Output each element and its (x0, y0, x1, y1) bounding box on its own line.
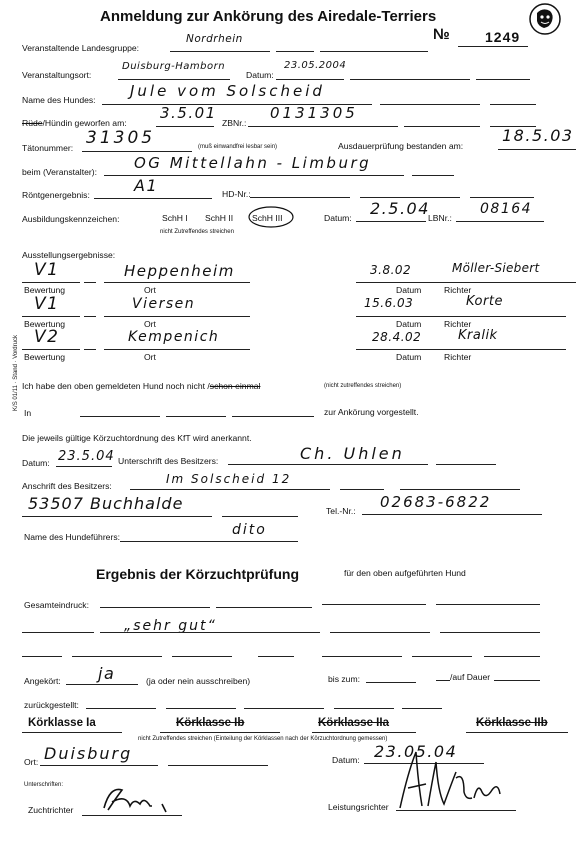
zb-value[interactable]: 0131305 (270, 104, 358, 122)
owner-signature[interactable]: Ch. Uhlen (300, 444, 405, 463)
handler-value[interactable]: dito (232, 522, 267, 538)
deferred-label: zurückgestellt: (24, 700, 79, 710)
tel-value[interactable]: 02683-6822 (380, 493, 492, 511)
organizer-label: beim (Veranstalter): (22, 167, 97, 177)
decl-date-label: Datum: (22, 458, 50, 468)
margin-note: K/S 01/11 · Stand · Vordruck (12, 335, 19, 411)
tattoo-label: Tätonummer: (22, 143, 74, 153)
until-label: bis zum: (328, 674, 360, 684)
in-label: In (24, 408, 32, 418)
lb-label: LBNr.: (428, 213, 452, 223)
schh3-circle (248, 205, 296, 229)
place-value[interactable]: Duisburg (44, 744, 133, 763)
tattoo-value[interactable]: 31305 (86, 128, 156, 148)
breeding-judge-signature[interactable] (100, 780, 180, 820)
col-rating-3: Bewertung (24, 352, 66, 362)
show-row-2-rating[interactable]: V1 (34, 294, 60, 314)
result-date-label: Datum: (332, 755, 360, 765)
show-row-2-judge[interactable]: Korte (466, 294, 503, 309)
result-heading-note: für den oben aufgeführten Hund (344, 568, 466, 578)
signatures-label: Unterschriften: (24, 782, 64, 788)
form-number: 1249 (485, 29, 521, 45)
col-date-3: Datum (396, 352, 422, 362)
col-date-1: Datum (396, 285, 422, 295)
address-label: Anschrift des Besitzers: (22, 481, 112, 491)
class-1b[interactable]: Körklasse Ib (176, 717, 245, 729)
schh3-option[interactable]: SchH III (252, 213, 283, 223)
performance-judge-signature[interactable] (394, 742, 506, 816)
address-city[interactable]: 53507 Buchhalde (28, 494, 184, 513)
born-label: Rüde/Hündin geworfen am: (22, 118, 127, 128)
lifetime-label: /auf Dauer (450, 672, 491, 682)
organizer-value[interactable]: OG Mittellahn - Limburg (134, 154, 372, 172)
approved-value[interactable]: ja (98, 664, 116, 683)
lb-value[interactable]: 08164 (480, 201, 533, 217)
born-value[interactable]: 3.5.01 (160, 104, 217, 122)
show-row-1-place[interactable]: Heppenheim (124, 262, 235, 280)
declaration-line: Ich habe den oben gemeldeten Hund noch nicht /schon einmal (22, 381, 261, 391)
col-rating-1: Bewertung (24, 285, 66, 295)
group-label: Veranstaltende Landesgruppe: (22, 43, 140, 53)
address-street[interactable]: Im Solscheid 12 (166, 472, 292, 486)
xray-value[interactable]: A1 (134, 176, 159, 195)
col-rating-2: Bewertung (24, 319, 66, 329)
show-row-3-judge[interactable]: Kralik (458, 328, 498, 343)
dog-name-value[interactable]: Jule vom Solscheid (130, 82, 325, 100)
approved-label: Angekört: (24, 676, 61, 686)
approved-note: (ja oder nein ausschreiben) (146, 676, 251, 686)
venue-date-value[interactable]: 23.05.2004 (284, 60, 347, 71)
dog-name-label: Name des Hundes: (22, 95, 96, 105)
number-label: № (433, 26, 450, 43)
overall-label: Gesamteindruck: (24, 600, 89, 610)
place-label: Ort: (24, 757, 39, 767)
show-row-2-date[interactable]: 15.6.03 (364, 296, 414, 310)
show-row-3-rating[interactable]: V2 (34, 327, 60, 347)
col-place-3: Ort (144, 352, 156, 362)
rules-text: Die jeweils gültige Körzuchtordnung des KfT wird anerkannt. (22, 433, 252, 443)
show-row-3-date[interactable]: 28.4.02 (372, 330, 422, 344)
result-heading: Ergebnis der Körzuchtprüfung (96, 566, 299, 582)
class-1a[interactable]: Körklasse Ia (28, 717, 96, 729)
training-date-value[interactable]: 2.5.04 (370, 199, 430, 218)
schh2-option[interactable]: SchH II (205, 213, 234, 223)
tel-label: Tel.-Nr.: (326, 506, 356, 516)
training-date-label: Datum: (324, 213, 352, 223)
club-logo (528, 2, 562, 36)
declaration-note: (nicht zutreffendes streichen) (324, 383, 402, 389)
result-date-value[interactable]: 23.05.04 (374, 742, 458, 761)
shows-heading: Ausstellungsergebnisse: (22, 250, 116, 260)
zb-label: ZBNr.: (222, 118, 247, 128)
show-row-2-place[interactable]: Viersen (132, 296, 196, 312)
class-2b[interactable]: Körklasse IIb (476, 717, 548, 729)
venue-date-label: Datum: (246, 70, 274, 80)
training-note: nicht Zutreffendes streichen (160, 229, 234, 235)
venue-label: Veranstaltungsort: (22, 70, 92, 80)
show-row-1-rating[interactable]: V1 (34, 260, 60, 280)
hd-label: HD-Nr.: (222, 189, 251, 199)
training-label: Ausbildungskennzeichen: (22, 214, 120, 224)
col-judge-3: Richter (444, 352, 472, 362)
xray-label: Röntgenergebnis: (22, 190, 90, 200)
overall-value[interactable]: „sehr gut“ (124, 618, 217, 634)
handler-label: Name des Hundeführers: (24, 532, 121, 542)
presented-text: zur Ankörung vorgestellt. (324, 407, 419, 417)
venue-value[interactable]: Duisburg-Hamborn (122, 61, 226, 72)
endurance-value[interactable]: 18.5.03 (502, 126, 574, 145)
breeding-judge-label: Zuchtrichter (28, 805, 74, 815)
col-judge-1: Richter (444, 285, 472, 295)
class-2a[interactable]: Körklasse IIa (318, 717, 389, 729)
decl-date-value[interactable]: 23.5.04 (58, 449, 115, 464)
endurance-label: Ausdauerprüfung bestanden am: (338, 141, 464, 151)
col-date-2: Datum (396, 319, 422, 329)
form-title: Anmeldung zur Ankörung des Airedale-Terriers (100, 8, 437, 25)
owner-signature-label: Unterschrift des Besitzers: (118, 456, 219, 466)
performance-judge-label: Leistungsrichter (328, 802, 389, 812)
schh1-option[interactable]: SchH I (162, 213, 188, 223)
col-place-1: Ort (144, 285, 156, 295)
col-judge-2: Richter (444, 319, 472, 329)
show-row-1-judge[interactable]: Möller-Siebert (452, 261, 540, 275)
show-row-3-place[interactable]: Kempenich (128, 329, 220, 345)
class-note: nicht Zutreffendes streichen (Einteilung der Körklassen nach der Körzuchtordnung gemessen) (138, 736, 388, 742)
col-place-2: Ort (144, 319, 156, 329)
tattoo-note: (muß einwandfrei lesbar sein) (198, 144, 278, 150)
group-value[interactable]: Nordrhein (186, 33, 243, 45)
show-row-1-date[interactable]: 3.8.02 (370, 263, 412, 277)
